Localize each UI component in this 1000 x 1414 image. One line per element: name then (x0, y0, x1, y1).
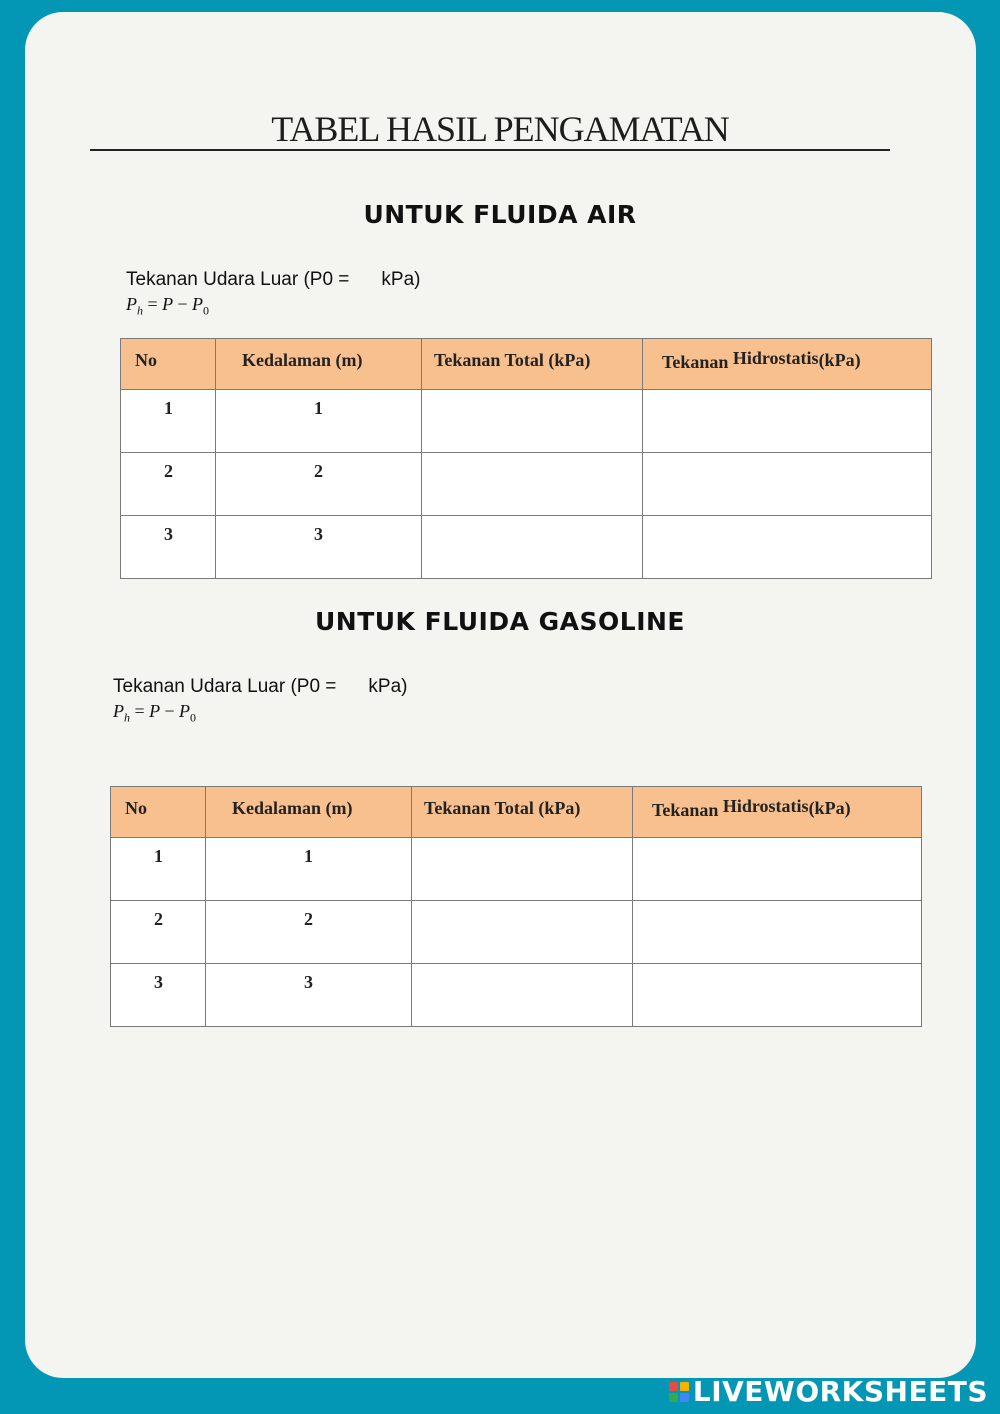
hydrostatic-pressure-cell[interactable] (633, 838, 922, 901)
title-underline (90, 149, 890, 151)
row-number: 3 (111, 964, 206, 1027)
total-pressure-cell[interactable] (422, 453, 643, 516)
hydrostatic-pressure-cell[interactable] (643, 516, 932, 579)
row-number: 2 (121, 453, 216, 516)
column-header-total-pressure: Tekanan Total (kPa) (422, 339, 643, 390)
depth-value: 1 (206, 838, 412, 901)
watermark-text: LIVEWORKSHEETS (692, 1375, 988, 1408)
table-row (121, 453, 932, 516)
observation-table-air (120, 338, 932, 579)
section-heading-gasoline: UNTUK FLUIDA GASOLINE (314, 607, 686, 636)
row-number: 1 (121, 390, 216, 453)
logo-square-green (669, 1393, 678, 1402)
column-header-no: No (121, 339, 216, 390)
section-heading-air: UNTUK FLUIDA AIR (363, 200, 637, 229)
total-pressure-cell[interactable] (422, 390, 643, 453)
depth-value: 3 (216, 516, 422, 579)
total-pressure-cell[interactable] (412, 901, 633, 964)
column-header-total-pressure: Tekanan Total (kPa) (412, 787, 633, 838)
outside-pressure-line-air (126, 269, 420, 291)
logo-square-blue (680, 1393, 689, 1402)
logo-square-yellow (680, 1382, 689, 1391)
depth-value: 2 (216, 453, 422, 516)
hydrostatic-formula-gasoline: $P_h = P - P_0$ (113, 701, 196, 725)
column-header-depth: Kedalaman (m) (206, 787, 412, 838)
logo-square-red (669, 1382, 678, 1391)
column-header-hydrostatic-pressure: Tekanan Hidrostatis(kPa) (643, 339, 932, 390)
hydrostatic-formula-air: $P_h = P - P_0$ (126, 294, 209, 318)
row-number: 2 (111, 901, 206, 964)
total-pressure-cell[interactable] (412, 964, 633, 1027)
outside-pressure-line-gasoline (113, 676, 407, 698)
hydrostatic-pressure-cell[interactable] (643, 390, 932, 453)
row-number: 3 (121, 516, 216, 579)
hydrostatic-pressure-cell[interactable] (633, 901, 922, 964)
column-header-depth: Kedalaman (m) (216, 339, 422, 390)
total-pressure-cell[interactable] (422, 516, 643, 579)
table-row (111, 964, 922, 1027)
observation-table-gasoline (110, 786, 922, 1027)
pressure-label: Tekanan Udara Luar (P0 = (113, 676, 337, 697)
pressure-unit: kPa) (381, 269, 421, 290)
table-header-row (111, 787, 922, 838)
hydrostatic-pressure-cell[interactable] (633, 964, 922, 1027)
column-header-no: No (111, 787, 206, 838)
pressure-label: Tekanan Udara Luar (P0 = (126, 269, 350, 290)
table-row (111, 838, 922, 901)
total-pressure-cell[interactable] (412, 838, 633, 901)
table-row (111, 901, 922, 964)
liveworksheets-logo-icon (669, 1382, 689, 1402)
pressure-unit: kPa) (368, 676, 408, 697)
page-title: TABEL HASIL PENGAMATAN (271, 109, 729, 149)
depth-value: 2 (206, 901, 412, 964)
table-header-row (121, 339, 932, 390)
row-number: 1 (111, 838, 206, 901)
depth-value: 1 (216, 390, 422, 453)
table-row (121, 516, 932, 579)
hydrostatic-pressure-cell[interactable] (643, 453, 932, 516)
liveworksheets-watermark[interactable] (669, 1375, 988, 1408)
depth-value: 3 (206, 964, 412, 1027)
table-row (121, 390, 932, 453)
column-header-hydrostatic-pressure: Tekanan Hidrostatis(kPa) (633, 787, 922, 838)
